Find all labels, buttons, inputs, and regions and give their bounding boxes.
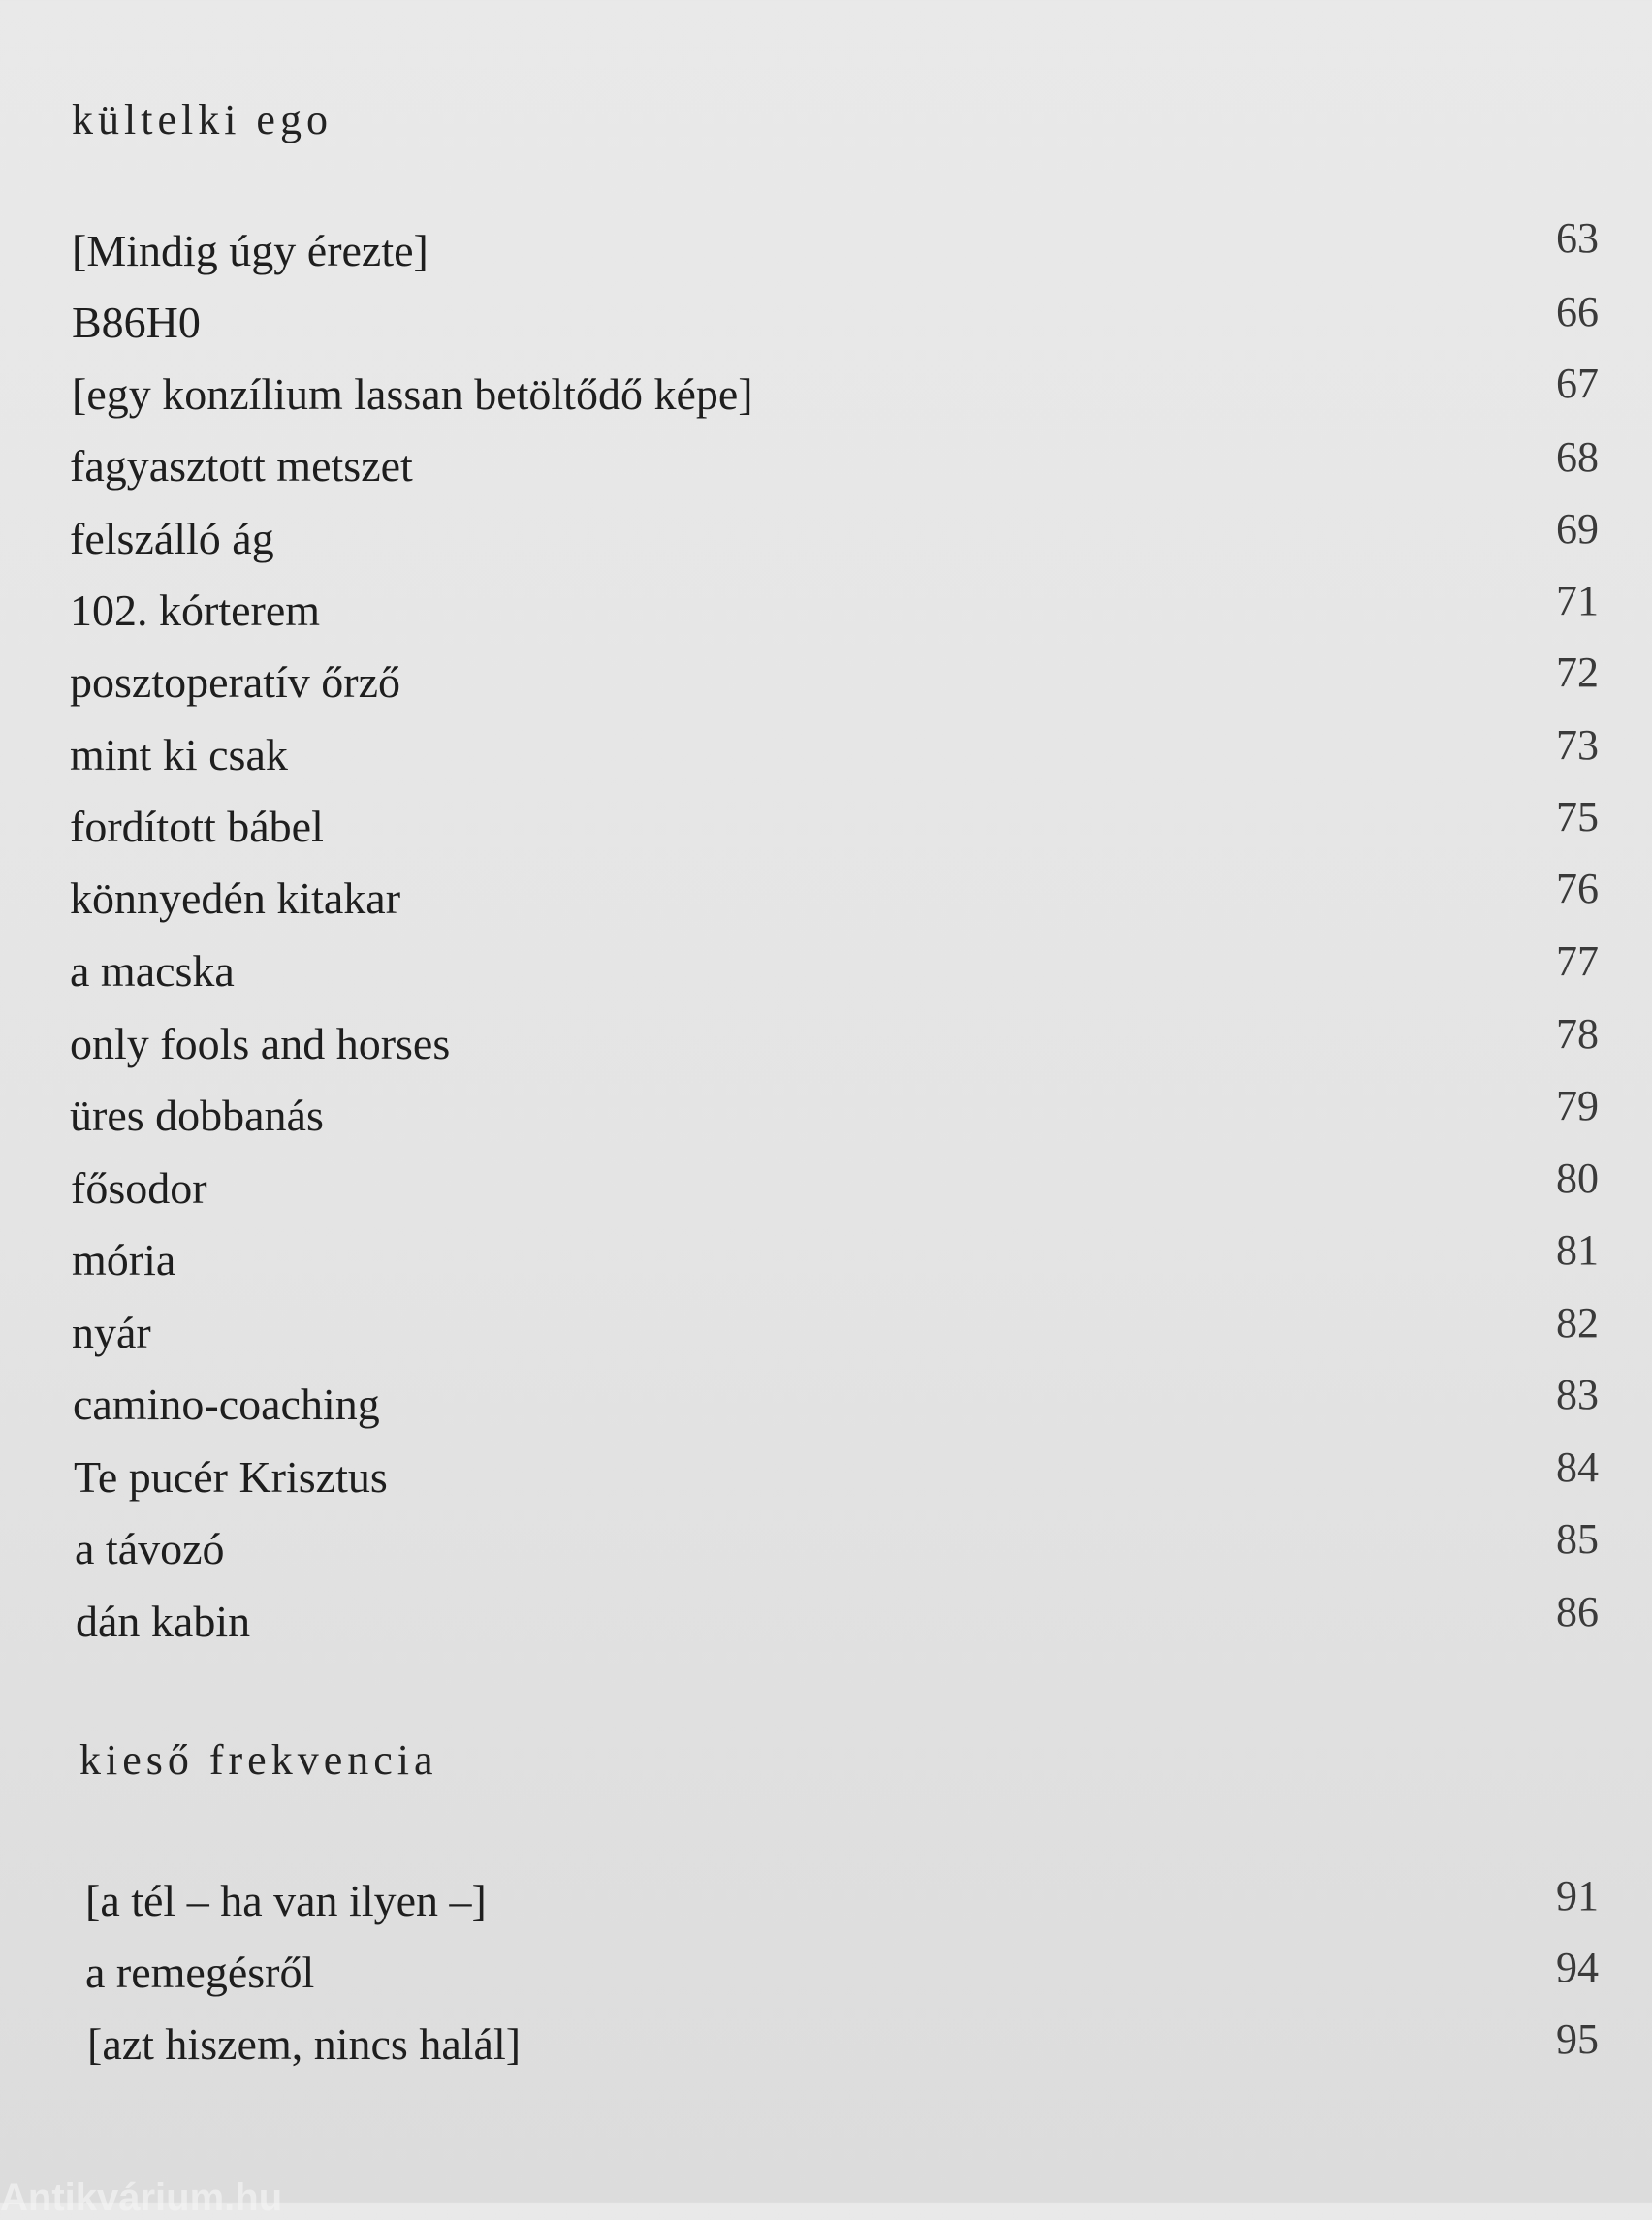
- entry-title: [egy konzílium lassan betöltődő képe]: [72, 369, 753, 419]
- entry-page: 63: [1556, 214, 1599, 262]
- toc-entry: [0, 1588, 1652, 1667]
- toc-entry: [0, 865, 1652, 944]
- entry-title: [Mindig úgy érezte]: [72, 226, 429, 275]
- entry-page: 77: [1556, 937, 1599, 985]
- toc-entry: [0, 793, 1652, 872]
- entry-title: B86H0: [72, 298, 201, 347]
- entry-title: üres dobbanás: [70, 1091, 324, 1140]
- toc-entry: [0, 721, 1652, 801]
- entry-page: 67: [1556, 360, 1599, 407]
- toc-entry: [0, 649, 1652, 728]
- toc-entry: [0, 1872, 1652, 1947]
- entry-title: only fools and horses: [70, 1019, 451, 1068]
- toc-entry: [0, 1082, 1652, 1161]
- entry-title: nyár: [72, 1308, 151, 1357]
- entry-page: 82: [1556, 1299, 1599, 1347]
- entry-page: 91: [1556, 1872, 1599, 1919]
- watermark: Antikvárium.hu: [0, 2176, 283, 2219]
- entry-page: 79: [1556, 1082, 1599, 1129]
- entry-page: 75: [1556, 793, 1599, 840]
- entry-page: 66: [1556, 288, 1599, 335]
- toc-entry: [0, 1515, 1652, 1595]
- entry-page: 78: [1556, 1010, 1599, 1058]
- entry-title: a macska: [70, 946, 235, 996]
- entry-title: a távozó: [75, 1524, 225, 1573]
- entry-title: posztoperatív őrző: [70, 657, 401, 707]
- toc-entry: [0, 433, 1652, 512]
- toc-entry: [0, 2015, 1652, 2090]
- entry-title: camino-coaching: [73, 1380, 380, 1429]
- entry-title: fagyasztott metszet: [70, 441, 413, 491]
- toc-entry: [0, 937, 1652, 1017]
- entry-title: [azt hiszem, nincs halál]: [87, 2019, 522, 2069]
- entry-page: 94: [1556, 1944, 1599, 1991]
- entry-title: mint ki csak: [70, 730, 288, 779]
- toc-entry: [0, 1944, 1652, 2018]
- toc-entry: [0, 1443, 1652, 1523]
- entry-page: 81: [1556, 1226, 1599, 1274]
- entry-page: 95: [1556, 2015, 1599, 2063]
- entry-page: 85: [1556, 1515, 1599, 1563]
- entry-page: 86: [1556, 1588, 1599, 1635]
- entry-page: 76: [1556, 865, 1599, 912]
- entry-page: 84: [1556, 1443, 1599, 1491]
- entry-page: 68: [1556, 433, 1599, 481]
- entry-page: 71: [1556, 577, 1599, 624]
- section-heading: kieső frekvencia: [79, 1736, 438, 1784]
- entry-title: [a tél – ha van ilyen –]: [85, 1876, 487, 1925]
- entry-title: 102. kórterem: [70, 586, 321, 635]
- entry-page: 83: [1556, 1371, 1599, 1418]
- toc-entry: [0, 214, 1652, 297]
- entry-title: fősodor: [71, 1163, 207, 1213]
- entry-title: fordított bábel: [70, 802, 324, 851]
- entry-title: felszálló ág: [70, 514, 274, 563]
- entry-page: 80: [1556, 1155, 1599, 1202]
- entry-title: mória: [72, 1235, 176, 1284]
- entry-page: 69: [1556, 505, 1599, 553]
- entry-page: 73: [1556, 721, 1599, 769]
- toc-entry: [0, 1299, 1652, 1379]
- toc-entry: [0, 505, 1652, 585]
- toc-entry: [0, 288, 1652, 368]
- toc-entry: [0, 1010, 1652, 1090]
- entry-title: dán kabin: [76, 1597, 251, 1646]
- toc-entry: [0, 1371, 1652, 1450]
- section-heading: kültelki ego: [72, 96, 333, 143]
- toc-entry: [0, 1155, 1652, 1234]
- toc-entry: [0, 1226, 1652, 1306]
- entry-page: 72: [1556, 649, 1599, 696]
- entry-title: Te pucér Krisztus: [74, 1452, 388, 1502]
- entry-title: könnyedén kitakar: [70, 873, 401, 923]
- toc-entry: [0, 577, 1652, 656]
- toc-entry: [0, 360, 1652, 440]
- entry-title: a remegésről: [85, 1948, 315, 1997]
